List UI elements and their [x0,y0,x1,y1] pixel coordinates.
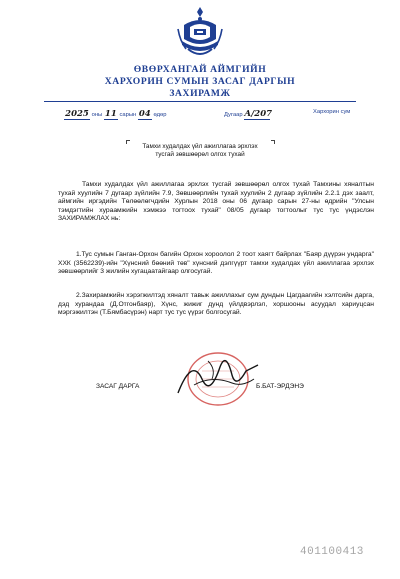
date-day: 04 [138,109,151,119]
clause-2: 2.Захирамжийн хэрэгжилтэд хяналт тавьж ажиллахыг сум дундын Цагдаагийн хэлтсийн дарга, дэд хурандаа (Д.Отгонбаяр), Хүнс, жижиг дунд үйлдвэрлэл, хоршооны асуудал хариуцсан мэргэжилтэн (Т.Бямбасүрэн) нарт тус тус үүрэг болгосугай. [58,292,374,317]
subject-bracket-right [271,140,275,144]
date-day-suffix: өдөр [153,112,167,118]
clause-1: 1.Тус сумын Ганган-Орхон багийн Орхон хороолол 2 тоот хаягт байрлах "Баяр дүүрэн ундарга" ХХК (3562239)-ийн "Хүнсний бөөний төв" хүнсний дэлгүүрт тамхи худалдах үйл ажиллагаа эрхлэх зөвшөөрлийг 3 жилийн хугацаатайгаар олгосугай. [58,251,374,276]
document-number [224,109,273,120]
official-seal-stamp [172,349,262,411]
date-month: 11 [104,109,117,119]
place-of-issue: Хархорин сум [313,109,351,115]
org-line-province: ӨВӨРХАНГАЙ АЙМГИЙН [133,64,267,75]
state-emblem-icon [176,5,224,63]
org-line-soum: ХАРХОРИН СУМЫН ЗАСАГ ДАРГЫН [104,76,296,87]
subject-line-2: тусгай зөвшөөрөл олгох тухай [155,151,245,158]
signatory-title: ЗАСАГ ДАРГА [96,383,140,390]
date-year: 2025 [65,109,89,119]
date-line [64,109,167,120]
date-year-suffix: оны [91,112,103,118]
signatory-name: Б.БАТ-ЭРДЭНЭ [256,383,304,390]
subject [130,143,270,159]
number-value: А/207 [244,109,273,119]
document-type: ЗАХИРАМЖ [169,88,231,99]
subject-line-1: Тамхи худалдах үйл ажиллагаа эрхлэх [142,143,258,150]
number-label: Дугаар [224,112,243,118]
header-rule [44,101,356,102]
serial-number: 401100413 [300,546,364,558]
date-month-suffix: сарын [119,112,137,118]
preamble-paragraph: Тамхи худалдах үйл ажиллагаа эрхлэх тусгай зөвшөөрөл олгох тухай Тамхины хяналтын тухай хуулийн 7 дугаар зүйлийн 7.9, Зөвшөөрлийн тухай хуулийн 2 дугаар зүйлийн 2.2.1 дэх заалт, аймгийн иргэдийн Төлөөлөгчдийн Хурлын 2018 оны 06 дугаар сарын 27-ны өдрийн "Улсын тэмдэгтийн хураамжийн хэмжээ тогтоох тухай" 08/05 дугаар тогтоолыг тус тус үндэслэн ЗАХИРАМЖЛАХ нь: [58,181,374,223]
